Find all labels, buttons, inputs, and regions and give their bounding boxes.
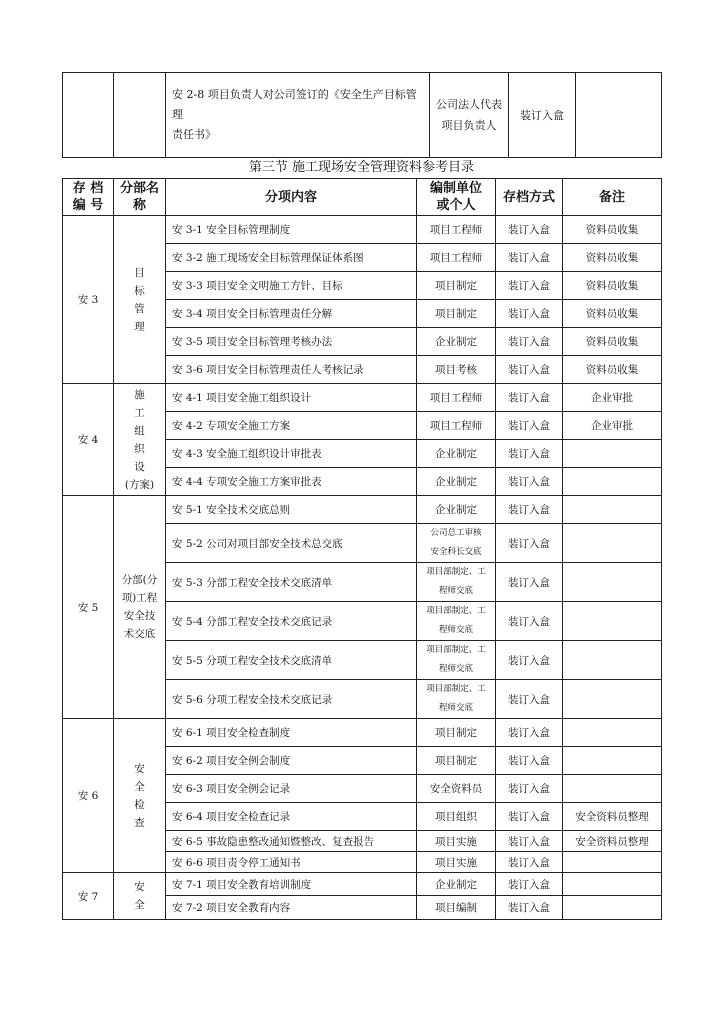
item-note: 资料员收集 bbox=[563, 272, 662, 300]
header-unit-line: 编制单位 bbox=[429, 181, 482, 196]
method-cell: 装订入盒 bbox=[509, 73, 576, 158]
item-content: 安 3-4 项目安全目标管理责任分解 bbox=[166, 300, 417, 328]
item-content: 安 3-1 安全目标管理制度 bbox=[166, 216, 417, 244]
item-unit bbox=[417, 468, 496, 496]
category-line: 全 bbox=[134, 780, 145, 793]
item-unit bbox=[417, 440, 496, 468]
header-unit bbox=[417, 179, 496, 216]
unit-line: 公司法人代表 bbox=[436, 98, 502, 111]
header-note: 备注 bbox=[563, 179, 662, 216]
item-method: 装订入盒 bbox=[496, 496, 563, 524]
unit-line: 安全科长交底 bbox=[430, 547, 482, 557]
unit-line: 项目工程师 bbox=[429, 420, 483, 432]
item-content: 安 3-2 施工现场安全目标管理保证体系图 bbox=[166, 244, 417, 272]
item-content: 安 5-5 分项工程安全技术交底清单 bbox=[166, 641, 417, 680]
category-line: 术交底 bbox=[123, 628, 156, 640]
item-unit bbox=[417, 602, 496, 641]
item-note bbox=[563, 680, 662, 719]
item-method: 装订入盒 bbox=[496, 803, 563, 831]
category-line: 项)工程 bbox=[121, 592, 158, 604]
item-unit bbox=[417, 719, 496, 747]
item-unit bbox=[417, 831, 496, 852]
group-code: 安 4 bbox=[63, 384, 114, 496]
item-method: 装订入盒 bbox=[496, 272, 563, 300]
content-cell bbox=[166, 73, 430, 158]
item-content: 安 7-1 项目安全教育培训制度 bbox=[166, 873, 417, 896]
category-line: 安 bbox=[134, 762, 145, 775]
item-note bbox=[563, 468, 662, 496]
item-note bbox=[563, 775, 662, 803]
item-note bbox=[563, 602, 662, 641]
item-content: 安 4-1 项目安全施工组织设计 bbox=[166, 384, 417, 412]
group-category bbox=[114, 496, 166, 719]
item-method: 装订入盒 bbox=[496, 328, 563, 356]
item-method: 装订入盒 bbox=[496, 896, 563, 920]
category-line: 分部(分 bbox=[121, 574, 158, 586]
unit-line: 程师交底 bbox=[438, 703, 473, 713]
item-note bbox=[563, 440, 662, 468]
unit-line: 项目考核 bbox=[435, 364, 477, 376]
item-method: 装订入盒 bbox=[496, 216, 563, 244]
table-row bbox=[63, 216, 662, 244]
item-content: 安 6-4 项目安全检查记录 bbox=[166, 803, 417, 831]
item-method: 装订入盒 bbox=[496, 680, 563, 719]
table-row bbox=[63, 496, 662, 524]
content-line: 责任书》 bbox=[172, 128, 216, 141]
category-line: 织 bbox=[134, 442, 145, 455]
item-note: 安全资料员整理 bbox=[563, 803, 662, 831]
item-method: 装订入盒 bbox=[496, 747, 563, 775]
unit-line: 企业制定 bbox=[435, 504, 477, 516]
unit-cell bbox=[430, 73, 509, 158]
unit-line: 项目制定 bbox=[435, 755, 477, 767]
category-line: 设 bbox=[134, 460, 145, 473]
item-unit bbox=[417, 244, 496, 272]
item-content: 安 3-5 项目安全目标管理考核办法 bbox=[166, 328, 417, 356]
item-unit bbox=[417, 496, 496, 524]
item-unit bbox=[417, 563, 496, 602]
item-content: 安 7-2 项目安全教育内容 bbox=[166, 896, 417, 920]
item-content: 安 5-6 分项工程安全技术交底记录 bbox=[166, 680, 417, 719]
item-method: 装订入盒 bbox=[496, 602, 563, 641]
item-content: 安 3-6 项目安全目标管理责任人考核记录 bbox=[166, 356, 417, 384]
item-method: 装订入盒 bbox=[496, 300, 563, 328]
unit-line: 项目部制定、工 bbox=[426, 567, 486, 577]
unit-line: 公司总工审核 bbox=[430, 528, 482, 538]
item-unit bbox=[417, 803, 496, 831]
unit-line: 项目制定 bbox=[435, 727, 477, 739]
item-content: 安 6-6 项目责令停工通知书 bbox=[166, 852, 417, 873]
unit-line: 项目工程师 bbox=[429, 224, 483, 236]
item-note: 安全资料员整理 bbox=[563, 831, 662, 852]
unit-line: 项目部制定、工 bbox=[426, 645, 486, 655]
category-line: 理 bbox=[134, 320, 145, 333]
item-method: 装订入盒 bbox=[496, 244, 563, 272]
table-row bbox=[63, 719, 662, 747]
unit-line: 企业制定 bbox=[435, 336, 477, 348]
item-content: 安 5-1 安全技术交底总则 bbox=[166, 496, 417, 524]
item-method: 装订入盒 bbox=[496, 719, 563, 747]
header-category-line: 分部名 bbox=[119, 181, 159, 196]
group-category bbox=[114, 873, 166, 920]
item-unit bbox=[417, 524, 496, 563]
item-method: 装订入盒 bbox=[496, 412, 563, 440]
header-row bbox=[63, 179, 662, 216]
group-code: 安 7 bbox=[63, 873, 114, 920]
item-method: 装订入盒 bbox=[496, 356, 563, 384]
item-unit bbox=[417, 216, 496, 244]
category-line: 施 bbox=[134, 388, 145, 401]
item-method: 装订入盒 bbox=[496, 563, 563, 602]
category-line: 目 bbox=[134, 266, 145, 279]
unit-line: 项目负责人 bbox=[441, 119, 497, 132]
item-content: 安 6-3 项目安全例会记录 bbox=[166, 775, 417, 803]
item-note: 资料员收集 bbox=[563, 356, 662, 384]
item-unit bbox=[417, 896, 496, 920]
item-note: 资料员收集 bbox=[563, 328, 662, 356]
unit-line: 企业制定 bbox=[435, 448, 477, 460]
item-note: 资料员收集 bbox=[563, 300, 662, 328]
item-note bbox=[563, 641, 662, 680]
unit-line: 企业制定 bbox=[435, 878, 477, 891]
item-note bbox=[563, 719, 662, 747]
header-unit-line: 或个人 bbox=[436, 198, 476, 213]
unit-line: 项目部制定、工 bbox=[426, 606, 486, 616]
header-category-line: 称 bbox=[132, 198, 146, 213]
unit-line: 项目组织 bbox=[435, 811, 477, 823]
item-content: 安 6-5 事故隐患整改通知暨整改、复查报告 bbox=[166, 831, 417, 852]
item-note: 企业审批 bbox=[563, 384, 662, 412]
top-table bbox=[62, 72, 662, 158]
item-method: 装订入盒 bbox=[496, 440, 563, 468]
unit-line: 程师交底 bbox=[438, 625, 473, 635]
table-body bbox=[63, 216, 662, 920]
unit-line: 项目工程师 bbox=[429, 392, 483, 404]
item-note bbox=[563, 873, 662, 896]
item-note: 企业审批 bbox=[563, 412, 662, 440]
group-category bbox=[114, 384, 166, 496]
item-method: 装订入盒 bbox=[496, 852, 563, 873]
item-note bbox=[563, 524, 662, 563]
category-cell bbox=[114, 73, 166, 158]
group-code: 安 5 bbox=[63, 496, 114, 719]
item-content: 安 4-2 专项安全施工方案 bbox=[166, 412, 417, 440]
unit-line: 安全资料员 bbox=[429, 783, 483, 795]
item-note bbox=[563, 747, 662, 775]
item-unit bbox=[417, 384, 496, 412]
header-category bbox=[114, 179, 166, 216]
unit-line: 程师交底 bbox=[438, 664, 473, 674]
unit-line: 项目实施 bbox=[435, 835, 477, 848]
note-cell bbox=[576, 73, 662, 158]
item-content: 安 4-4 专项安全施工方案审批表 bbox=[166, 468, 417, 496]
unit-line: 项目制定 bbox=[435, 280, 477, 292]
item-unit bbox=[417, 272, 496, 300]
item-unit bbox=[417, 747, 496, 775]
category-line: 管 bbox=[134, 302, 145, 315]
unit-line: 项目制定 bbox=[435, 308, 477, 320]
table-row bbox=[63, 384, 662, 412]
item-unit bbox=[417, 641, 496, 680]
item-method: 装订入盒 bbox=[496, 524, 563, 563]
category-line: 工 bbox=[134, 406, 145, 419]
category-line: 组 bbox=[134, 424, 145, 437]
item-content: 安 5-2 公司对项目部安全技术总交底 bbox=[166, 524, 417, 563]
item-unit bbox=[417, 356, 496, 384]
unit-line: 项目工程师 bbox=[429, 252, 483, 264]
item-note bbox=[563, 563, 662, 602]
item-method: 装订入盒 bbox=[496, 775, 563, 803]
header-code-line: 存 档 bbox=[72, 181, 104, 196]
group-code: 安 6 bbox=[63, 719, 114, 873]
table-row bbox=[63, 73, 662, 158]
item-content: 安 6-1 项目安全检查制度 bbox=[166, 719, 417, 747]
unit-line: 项目编制 bbox=[435, 902, 477, 914]
item-unit bbox=[417, 412, 496, 440]
item-note bbox=[563, 496, 662, 524]
category-line: (方案) bbox=[124, 478, 155, 491]
item-method: 装订入盒 bbox=[496, 384, 563, 412]
item-unit bbox=[417, 300, 496, 328]
item-content: 安 5-3 分部工程安全技术交底清单 bbox=[166, 563, 417, 602]
group-category bbox=[114, 719, 166, 873]
item-method: 装订入盒 bbox=[496, 641, 563, 680]
unit-line: 项目实施 bbox=[435, 856, 477, 869]
category-line: 安全技 bbox=[123, 610, 156, 622]
item-note: 资料员收集 bbox=[563, 216, 662, 244]
table-row bbox=[63, 873, 662, 896]
item-content: 安 4-3 安全施工组织设计审批表 bbox=[166, 440, 417, 468]
item-note bbox=[563, 852, 662, 873]
header-content: 分项内容 bbox=[166, 179, 417, 216]
unit-line: 程师交底 bbox=[438, 586, 473, 596]
unit-line: 项目部制定、工 bbox=[426, 684, 486, 694]
category-line: 全 bbox=[134, 899, 145, 911]
group-category bbox=[114, 216, 166, 384]
code-cell bbox=[63, 73, 114, 158]
item-content: 安 6-2 项目安全例会制度 bbox=[166, 747, 417, 775]
item-unit bbox=[417, 775, 496, 803]
item-method: 装订入盒 bbox=[496, 831, 563, 852]
item-content: 安 5-4 分部工程安全技术交底记录 bbox=[166, 602, 417, 641]
item-method: 装订入盒 bbox=[496, 468, 563, 496]
category-line: 检 bbox=[134, 798, 145, 811]
item-unit bbox=[417, 873, 496, 896]
item-note: 资料员收集 bbox=[563, 244, 662, 272]
header-code bbox=[63, 179, 114, 216]
item-unit bbox=[417, 328, 496, 356]
item-method: 装订入盒 bbox=[496, 873, 563, 896]
category-line: 查 bbox=[134, 816, 145, 829]
item-unit bbox=[417, 680, 496, 719]
item-content: 安 3-3 项目安全文明施工方针、目标 bbox=[166, 272, 417, 300]
item-unit bbox=[417, 852, 496, 873]
group-code: 安 3 bbox=[63, 216, 114, 384]
unit-line: 企业制定 bbox=[435, 476, 477, 488]
section-title: 第三节 施工现场安全管理资料参考目录 bbox=[248, 160, 475, 175]
header-code-line: 编 号 bbox=[72, 198, 104, 213]
category-line: 标 bbox=[134, 284, 145, 297]
content-line: 安 2-8 项目负责人对公司签订的《安全生产目标管理 bbox=[172, 88, 417, 121]
item-note bbox=[563, 896, 662, 920]
category-line: 安 bbox=[134, 881, 145, 893]
header-method: 存档方式 bbox=[496, 179, 563, 216]
catalog-table bbox=[62, 178, 662, 920]
